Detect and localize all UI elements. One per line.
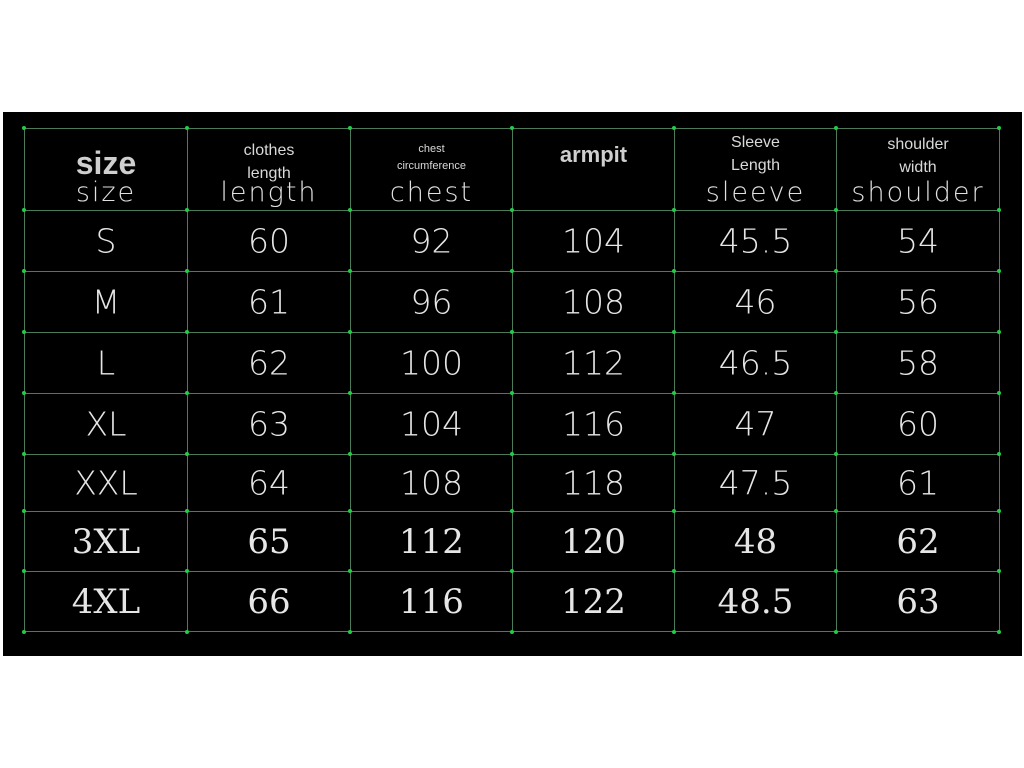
cell-shoulder — [837, 572, 1000, 632]
sleeve-value: 45.5 — [718, 221, 793, 261]
grid-node — [348, 126, 352, 130]
grid-node — [834, 569, 838, 573]
cell-size — [25, 394, 188, 455]
cell-length — [188, 211, 351, 272]
header-armpit — [513, 129, 675, 211]
cell-sleeve — [675, 394, 837, 455]
size-value: 4XL — [71, 581, 141, 622]
grid-node — [185, 269, 189, 273]
length-value: 63 — [248, 404, 290, 444]
grid-node — [997, 569, 1001, 573]
grid-node — [834, 269, 838, 273]
cell-chest — [351, 455, 513, 512]
cell-size — [25, 455, 188, 512]
cell-chest — [351, 512, 513, 572]
chest-value: 116 — [399, 581, 464, 622]
cell-sleeve — [675, 211, 837, 272]
grid-node — [22, 509, 26, 513]
grid-node — [348, 452, 352, 456]
cell-size — [25, 211, 188, 272]
grid-node — [185, 569, 189, 573]
size-value: XXL — [74, 463, 138, 503]
header-length-label: clothes length — [243, 142, 295, 182]
cell-length — [188, 394, 351, 455]
grid-node — [510, 569, 514, 573]
grid-node — [22, 269, 26, 273]
cell-shoulder — [837, 455, 1000, 512]
grid-node — [834, 330, 838, 334]
header-sleeve-sub: sleeve — [705, 177, 806, 208]
grid-node — [185, 208, 189, 212]
cell-sleeve — [675, 572, 837, 632]
sleeve-value: 47 — [734, 404, 777, 444]
grid-node — [834, 630, 838, 634]
grid-node — [672, 452, 676, 456]
cell-sleeve — [675, 333, 837, 394]
header-sleeve — [675, 129, 837, 211]
grid-node — [348, 269, 352, 273]
cell-length — [188, 512, 351, 572]
grid-node — [510, 630, 514, 634]
shoulder-value: 60 — [897, 404, 939, 444]
cell-armpit — [513, 333, 675, 394]
chest-value: 92 — [410, 221, 453, 261]
sleeve-value: 46.5 — [718, 343, 793, 383]
armpit-value: 104 — [562, 221, 625, 261]
grid-node — [22, 569, 26, 573]
grid-node — [22, 126, 26, 130]
cell-size — [25, 512, 188, 572]
grid-node — [834, 391, 838, 395]
cell-shoulder — [837, 272, 1000, 333]
grid-node — [510, 452, 514, 456]
cell-shoulder — [837, 333, 1000, 394]
grid-node — [22, 452, 26, 456]
cell-length — [188, 455, 351, 512]
cell-shoulder — [837, 394, 1000, 455]
header-chest-label: chest circumference — [396, 143, 467, 172]
chest-value: 96 — [410, 282, 453, 322]
grid-node — [22, 391, 26, 395]
shoulder-value: 61 — [897, 463, 939, 503]
cell-size — [25, 333, 188, 394]
grid-node — [997, 391, 1001, 395]
header-length — [188, 129, 351, 211]
sleeve-value: 47.5 — [718, 463, 793, 503]
cell-armpit — [513, 512, 675, 572]
grid-node — [185, 509, 189, 513]
sleeve-value: 46 — [734, 282, 777, 322]
grid-node — [672, 569, 676, 573]
grid-node — [997, 509, 1001, 513]
grid-node — [185, 126, 189, 130]
grid-node — [997, 630, 1001, 634]
grid-node — [185, 391, 189, 395]
grid-node — [348, 208, 352, 212]
grid-node — [672, 330, 676, 334]
grid-node — [997, 269, 1001, 273]
grid-node — [997, 330, 1001, 334]
grid-node — [22, 330, 26, 334]
header-chest-sub: chest — [389, 177, 474, 208]
header-shoulder — [837, 129, 1000, 211]
grid-node — [672, 208, 676, 212]
grid-node — [22, 208, 26, 212]
grid-node — [185, 452, 189, 456]
grid-node — [997, 126, 1001, 130]
grid-node — [834, 509, 838, 513]
chest-value: 100 — [400, 343, 463, 383]
cell-chest — [351, 572, 513, 632]
armpit-value: 108 — [562, 282, 625, 322]
shoulder-value: 63 — [896, 581, 940, 622]
length-value: 61 — [248, 282, 290, 322]
cell-sleeve — [675, 455, 837, 512]
cell-length — [188, 272, 351, 333]
grid-node — [348, 569, 352, 573]
armpit-value: 116 — [562, 404, 625, 444]
size-value: M — [91, 282, 121, 322]
cell-armpit — [513, 211, 675, 272]
grid-node — [997, 208, 1001, 212]
cell-size — [25, 572, 188, 632]
header-armpit-label: armpit — [559, 142, 628, 167]
cell-length — [188, 572, 351, 632]
shoulder-value: 58 — [897, 343, 939, 383]
armpit-value: 122 — [561, 581, 626, 622]
grid-node — [672, 630, 676, 634]
cell-chest — [351, 272, 513, 333]
grid-node — [348, 630, 352, 634]
size-chart-table — [24, 128, 999, 632]
sleeve-value: 48 — [733, 521, 778, 562]
cell-armpit — [513, 394, 675, 455]
header-length-sub: length — [220, 177, 318, 208]
grid-node — [672, 391, 676, 395]
header-chest — [351, 129, 513, 211]
cell-chest — [351, 333, 513, 394]
length-value: 64 — [248, 463, 290, 503]
cell-armpit — [513, 455, 675, 512]
armpit-value: 112 — [562, 343, 625, 383]
size-value: 3XL — [71, 521, 141, 562]
grid-node — [348, 509, 352, 513]
grid-node — [185, 330, 189, 334]
size-value: L — [96, 343, 116, 383]
grid-node — [997, 452, 1001, 456]
shoulder-value: 54 — [897, 221, 939, 261]
header-size-sub: size — [75, 177, 137, 208]
grid-node — [348, 391, 352, 395]
length-value: 66 — [247, 581, 291, 622]
header-size — [25, 129, 188, 211]
grid-node — [510, 269, 514, 273]
grid-node — [672, 269, 676, 273]
grid-node — [510, 126, 514, 130]
armpit-value: 120 — [561, 521, 626, 562]
header-shoulder-sub: shoulder — [851, 177, 985, 208]
size-value: S — [95, 221, 117, 261]
grid-node — [834, 208, 838, 212]
header-shoulder-label: shoulder width — [887, 136, 949, 176]
size-value: XL — [85, 404, 127, 444]
header-sleeve-label: Sleeve Length — [731, 134, 780, 174]
cell-chest — [351, 211, 513, 272]
grid-node — [510, 509, 514, 513]
shoulder-value: 56 — [897, 282, 939, 322]
cell-sleeve — [675, 272, 837, 333]
grid-node — [22, 630, 26, 634]
cell-sleeve — [675, 512, 837, 572]
grid-node — [348, 330, 352, 334]
length-value: 60 — [248, 221, 290, 261]
cell-size — [25, 272, 188, 333]
cell-armpit — [513, 572, 675, 632]
grid-node — [510, 391, 514, 395]
grid-node — [834, 126, 838, 130]
shoulder-value: 62 — [896, 521, 940, 562]
armpit-value: 118 — [562, 463, 625, 503]
grid-node — [672, 509, 676, 513]
sleeve-value: 48.5 — [717, 581, 794, 622]
length-value: 65 — [247, 521, 291, 562]
grid-node — [510, 208, 514, 212]
chest-value: 104 — [400, 404, 463, 444]
chest-value: 112 — [399, 521, 464, 562]
chest-value: 108 — [400, 463, 463, 503]
cell-chest — [351, 394, 513, 455]
grid-node — [510, 330, 514, 334]
cell-shoulder — [837, 512, 1000, 572]
header-size-label: size — [75, 145, 137, 181]
cell-length — [188, 333, 351, 394]
cell-shoulder — [837, 211, 1000, 272]
grid-node — [672, 126, 676, 130]
grid-node — [834, 452, 838, 456]
length-value: 62 — [248, 343, 290, 383]
cell-armpit — [513, 272, 675, 333]
grid-node — [185, 630, 189, 634]
